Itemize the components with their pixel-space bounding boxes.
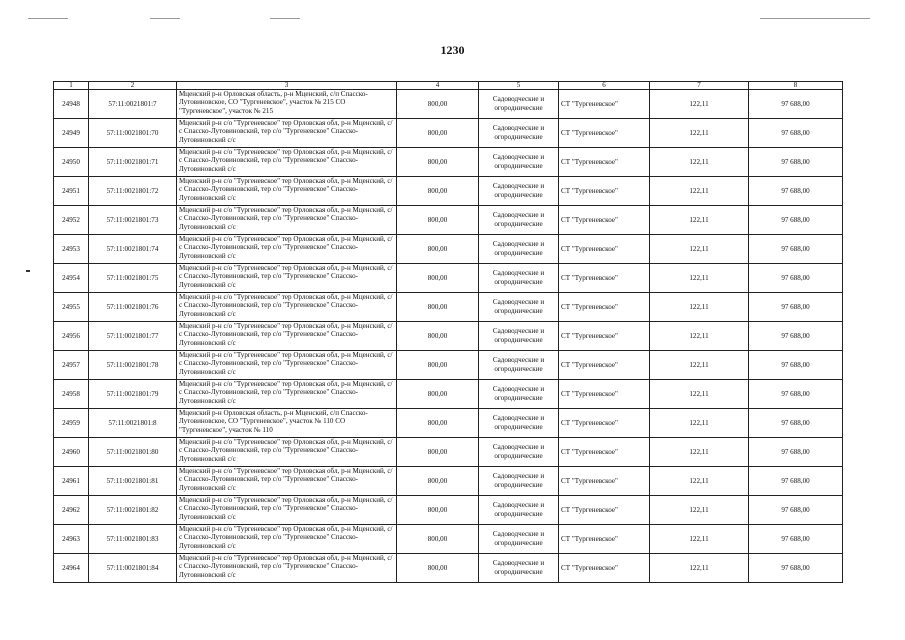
land-use-cell: Садоводческие и огороднические: [479, 322, 559, 351]
owner-cell: СТ "Тургеневское": [559, 90, 650, 119]
address-cell: Мценский р-н с/о "Тургеневское" тер Орловская обл, р-н Мценский, с/с Спасско-Лутовиновский, тер с/о "Тургеневское" Спасско-Лутовиновский с/с: [177, 554, 397, 583]
table-row: [54, 148, 843, 177]
area-cell: 800,00: [397, 177, 479, 206]
address-cell: Мценский р-н с/о "Тургеневское" тер Орловская обл, р-н Мценский, с/с Спасско-Лутовиновский, тер с/о "Тургеневское" Спасско-Лутовиновский с/с: [177, 264, 397, 293]
address-cell: Мценский р-н с/о "Тургеневское" тер Орловская обл, р-н Мценский, с/с Спасско-Лутовиновский, тер с/о "Тургеневское" Спасско-Лутовиновский с/с: [177, 293, 397, 322]
cadastral-number: 57:11:0021801:74: [89, 235, 177, 264]
column-header: 4: [397, 82, 479, 90]
cadastral-number: 57:11:0021801:81: [89, 467, 177, 496]
area-cell: 800,00: [397, 235, 479, 264]
address-cell: Мценский р-н с/о "Тургеневское" тер Орловская обл, р-н Мценский, с/с Спасско-Лутовиновский, тер с/о "Тургеневское" Спасско-Лутовиновский с/с: [177, 235, 397, 264]
row-number: 24963: [54, 525, 89, 554]
unit-price-cell: 122,11: [650, 554, 749, 583]
scan-artifact: [26, 270, 30, 272]
table-row: [54, 409, 843, 438]
land-use-cell: Садоводческие и огороднические: [479, 351, 559, 380]
unit-price-cell: 122,11: [650, 177, 749, 206]
land-use-cell: Садоводческие и огороднические: [479, 206, 559, 235]
row-number: 24957: [54, 351, 89, 380]
row-number: 24958: [54, 380, 89, 409]
row-number: 24962: [54, 496, 89, 525]
address-cell: Мценский р-н с/о "Тургеневское" тер Орловская обл, р-н Мценский, с/с Спасско-Лутовиновский, тер с/о "Тургеневское" Спасско-Лутовиновский с/с: [177, 206, 397, 235]
area-cell: 800,00: [397, 90, 479, 119]
cadastral-number: 57:11:0021801:78: [89, 351, 177, 380]
unit-price-cell: 122,11: [650, 264, 749, 293]
table-row: [54, 467, 843, 496]
unit-price-cell: 122,11: [650, 322, 749, 351]
cadastral-value-cell: 97 688,00: [749, 322, 843, 351]
cadastral-number: 57:11:0021801:75: [89, 264, 177, 293]
table-row: [54, 525, 843, 554]
cadastral-value-cell: 97 688,00: [749, 264, 843, 293]
table-row: [54, 438, 843, 467]
column-header: 7: [650, 82, 749, 90]
cadastral-value-cell: 97 688,00: [749, 119, 843, 148]
page-number: 1230: [440, 43, 465, 57]
cadastral-number: 57:11:0021801:82: [89, 496, 177, 525]
address-cell: Мценский р-н Орловская область, р-н Мценский, с/п Спасско-Лутовиновское, СО "Тургеневское", участок № 110 СО "Тургеневское", участок № 110: [177, 409, 397, 438]
address-cell: Мценский р-н с/о "Тургеневское" тер Орловская обл, р-н Мценский, с/с Спасско-Лутовиновский, тер с/о "Тургеневское" Спасско-Лутовиновский с/с: [177, 177, 397, 206]
cadastral-value-cell: 97 688,00: [749, 148, 843, 177]
area-cell: 800,00: [397, 264, 479, 293]
row-number: 24952: [54, 206, 89, 235]
area-cell: 800,00: [397, 293, 479, 322]
unit-price-cell: 122,11: [650, 351, 749, 380]
area-cell: 800,00: [397, 148, 479, 177]
cadastral-number: 57:11:0021801:77: [89, 322, 177, 351]
cadastral-value-cell: 97 688,00: [749, 90, 843, 119]
land-use-cell: Садоводческие и огороднические: [479, 438, 559, 467]
owner-cell: СТ "Тургеневское": [559, 148, 650, 177]
row-number: 24956: [54, 322, 89, 351]
row-number: 24949: [54, 119, 89, 148]
area-cell: 800,00: [397, 496, 479, 525]
owner-cell: СТ "Тургеневское": [559, 119, 650, 148]
cadastral-number: 57:11:0021801:80: [89, 438, 177, 467]
area-cell: 800,00: [397, 554, 479, 583]
row-number: 24953: [54, 235, 89, 264]
owner-cell: СТ "Тургеневское": [559, 438, 650, 467]
column-header: 1: [54, 82, 89, 90]
table-row: [54, 177, 843, 206]
table-row: [54, 380, 843, 409]
land-use-cell: Садоводческие и огороднические: [479, 525, 559, 554]
owner-cell: СТ "Тургеневское": [559, 264, 650, 293]
table-row: [54, 264, 843, 293]
land-use-cell: Садоводческие и огороднические: [479, 235, 559, 264]
row-number: 24961: [54, 467, 89, 496]
owner-cell: СТ "Тургеневское": [559, 409, 650, 438]
cadastral-number: 57:11:0021801:7: [89, 90, 177, 119]
area-cell: 800,00: [397, 525, 479, 554]
land-use-cell: Садоводческие и огороднические: [479, 554, 559, 583]
land-use-cell: Садоводческие и огороднические: [479, 496, 559, 525]
unit-price-cell: 122,11: [650, 293, 749, 322]
cadastral-value-cell: 97 688,00: [749, 438, 843, 467]
cadastral-number: 57:11:0021801:73: [89, 206, 177, 235]
address-cell: Мценский р-н с/о "Тургеневское" тер Орловская обл, р-н Мценский, с/с Спасско-Лутовиновский, тер с/о "Тургеневское" Спасско-Лутовиновский с/с: [177, 119, 397, 148]
scan-artifact: [150, 18, 180, 19]
unit-price-cell: 122,11: [650, 438, 749, 467]
address-cell: Мценский р-н с/о "Тургеневское" тер Орловская обл, р-н Мценский, с/с Спасско-Лутовиновский, тер с/о "Тургеневское" Спасско-Лутовиновский с/с: [177, 438, 397, 467]
area-cell: 800,00: [397, 409, 479, 438]
owner-cell: СТ "Тургеневское": [559, 467, 650, 496]
row-number: 24959: [54, 409, 89, 438]
row-number: 24955: [54, 293, 89, 322]
cadastral-value-cell: 97 688,00: [749, 409, 843, 438]
table-row: [54, 90, 843, 119]
cadastral-number: 57:11:0021801:79: [89, 380, 177, 409]
owner-cell: СТ "Тургеневское": [559, 206, 650, 235]
land-use-cell: Садоводческие и огороднические: [479, 380, 559, 409]
address-cell: Мценский р-н Орловская область, р-н Мценский, с/п Спасско-Лутовиновское, СО "Тургеневское", участок № 215 СО "Тургеневское", участок № 215: [177, 90, 397, 119]
land-use-cell: Садоводческие и огороднические: [479, 409, 559, 438]
cadastral-value-cell: 97 688,00: [749, 380, 843, 409]
area-cell: 800,00: [397, 322, 479, 351]
column-header: 3: [177, 82, 397, 90]
owner-cell: СТ "Тургеневское": [559, 322, 650, 351]
table-row: [54, 322, 843, 351]
owner-cell: СТ "Тургеневское": [559, 293, 650, 322]
column-header: 8: [749, 82, 843, 90]
land-use-cell: Садоводческие и огороднические: [479, 293, 559, 322]
land-use-cell: Садоводческие и огороднические: [479, 467, 559, 496]
table-row: [54, 293, 843, 322]
table-row: [54, 235, 843, 264]
owner-cell: СТ "Тургеневское": [559, 496, 650, 525]
cadastral-value-cell: 97 688,00: [749, 235, 843, 264]
unit-price-cell: 122,11: [650, 148, 749, 177]
unit-price-cell: 122,11: [650, 409, 749, 438]
cadastral-value-cell: 97 688,00: [749, 351, 843, 380]
owner-cell: СТ "Тургеневское": [559, 351, 650, 380]
cadastral-value-cell: 97 688,00: [749, 467, 843, 496]
unit-price-cell: 122,11: [650, 380, 749, 409]
scan-artifact: [270, 18, 300, 19]
unit-price-cell: 122,11: [650, 206, 749, 235]
area-cell: 800,00: [397, 467, 479, 496]
owner-cell: СТ "Тургеневское": [559, 554, 650, 583]
cadastral-number: 57:11:0021801:72: [89, 177, 177, 206]
unit-price-cell: 122,11: [650, 235, 749, 264]
table-row: [54, 496, 843, 525]
area-cell: 800,00: [397, 380, 479, 409]
cadastral-number: 57:11:0021801:71: [89, 148, 177, 177]
cadastral-number: 57:11:0021801:83: [89, 525, 177, 554]
address-cell: Мценский р-н с/о "Тургеневское" тер Орловская обл, р-н Мценский, с/с Спасско-Лутовиновский, тер с/о "Тургеневское" Спасско-Лутовиновский с/с: [177, 467, 397, 496]
area-cell: 800,00: [397, 438, 479, 467]
row-number: 24964: [54, 554, 89, 583]
scan-artifact: [28, 18, 68, 19]
land-use-cell: Садоводческие и огороднические: [479, 264, 559, 293]
owner-cell: СТ "Тургеневское": [559, 177, 650, 206]
row-number: 24948: [54, 90, 89, 119]
table-row: [54, 351, 843, 380]
column-header: 5: [479, 82, 559, 90]
unit-price-cell: 122,11: [650, 467, 749, 496]
address-cell: Мценский р-н с/о "Тургеневское" тер Орловская обл, р-н Мценский, с/с Спасско-Лутовиновский, тер с/о "Тургеневское" Спасско-Лутовиновский с/с: [177, 148, 397, 177]
address-cell: Мценский р-н с/о "Тургеневское" тер Орловская обл, р-н Мценский, с/с Спасско-Лутовиновский, тер с/о "Тургеневское" Спасско-Лутовиновский с/с: [177, 322, 397, 351]
column-header: 2: [89, 82, 177, 90]
row-number: 24950: [54, 148, 89, 177]
unit-price-cell: 122,11: [650, 90, 749, 119]
land-use-cell: Садоводческие и огороднические: [479, 148, 559, 177]
table-row: [54, 554, 843, 583]
owner-cell: СТ "Тургеневское": [559, 235, 650, 264]
address-cell: Мценский р-н с/о "Тургеневское" тер Орловская обл, р-н Мценский, с/с Спасско-Лутовиновский, тер с/о "Тургеневское" Спасско-Лутовиновский с/с: [177, 351, 397, 380]
owner-cell: СТ "Тургеневское": [559, 380, 650, 409]
unit-price-cell: 122,11: [650, 496, 749, 525]
area-cell: 800,00: [397, 119, 479, 148]
cadastral-value-cell: 97 688,00: [749, 206, 843, 235]
table-row: [54, 119, 843, 148]
cadastral-value-cell: 97 688,00: [749, 293, 843, 322]
cadastral-value-cell: 97 688,00: [749, 496, 843, 525]
row-number: 24954: [54, 264, 89, 293]
land-use-cell: Садоводческие и огороднические: [479, 90, 559, 119]
unit-price-cell: 122,11: [650, 119, 749, 148]
owner-cell: СТ "Тургеневское": [559, 525, 650, 554]
unit-price-cell: 122,11: [650, 525, 749, 554]
cadastral-value-cell: 97 688,00: [749, 177, 843, 206]
header-row: [54, 82, 843, 90]
scan-artifact: [760, 18, 870, 19]
area-cell: 800,00: [397, 351, 479, 380]
address-cell: Мценский р-н с/о "Тургеневское" тер Орловская обл, р-н Мценский, с/с Спасско-Лутовиновский, тер с/о "Тургеневское" Спасско-Лутовиновский с/с: [177, 380, 397, 409]
area-cell: 800,00: [397, 206, 479, 235]
cadastral-number: 57:11:0021801:70: [89, 119, 177, 148]
cadastral-number: 57:11:0021801:84: [89, 554, 177, 583]
land-use-cell: Садоводческие и огороднические: [479, 119, 559, 148]
address-cell: Мценский р-н с/о "Тургеневское" тер Орловская обл, р-н Мценский, с/с Спасско-Лутовиновский, тер с/о "Тургеневское" Спасско-Лутовиновский с/с: [177, 525, 397, 554]
column-header: 6: [559, 82, 650, 90]
cadastral-number: 57:11:0021801:8: [89, 409, 177, 438]
table-row: [54, 206, 843, 235]
land-registry-table: [53, 81, 843, 583]
land-use-cell: Садоводческие и огороднические: [479, 177, 559, 206]
row-number: 24951: [54, 177, 89, 206]
row-number: 24960: [54, 438, 89, 467]
address-cell: Мценский р-н с/о "Тургеневское" тер Орловская обл, р-н Мценский, с/с Спасско-Лутовиновский, тер с/о "Тургеневское" Спасско-Лутовиновский с/с: [177, 496, 397, 525]
cadastral-number: 57:11:0021801:76: [89, 293, 177, 322]
cadastral-value-cell: 97 688,00: [749, 554, 843, 583]
cadastral-value-cell: 97 688,00: [749, 525, 843, 554]
